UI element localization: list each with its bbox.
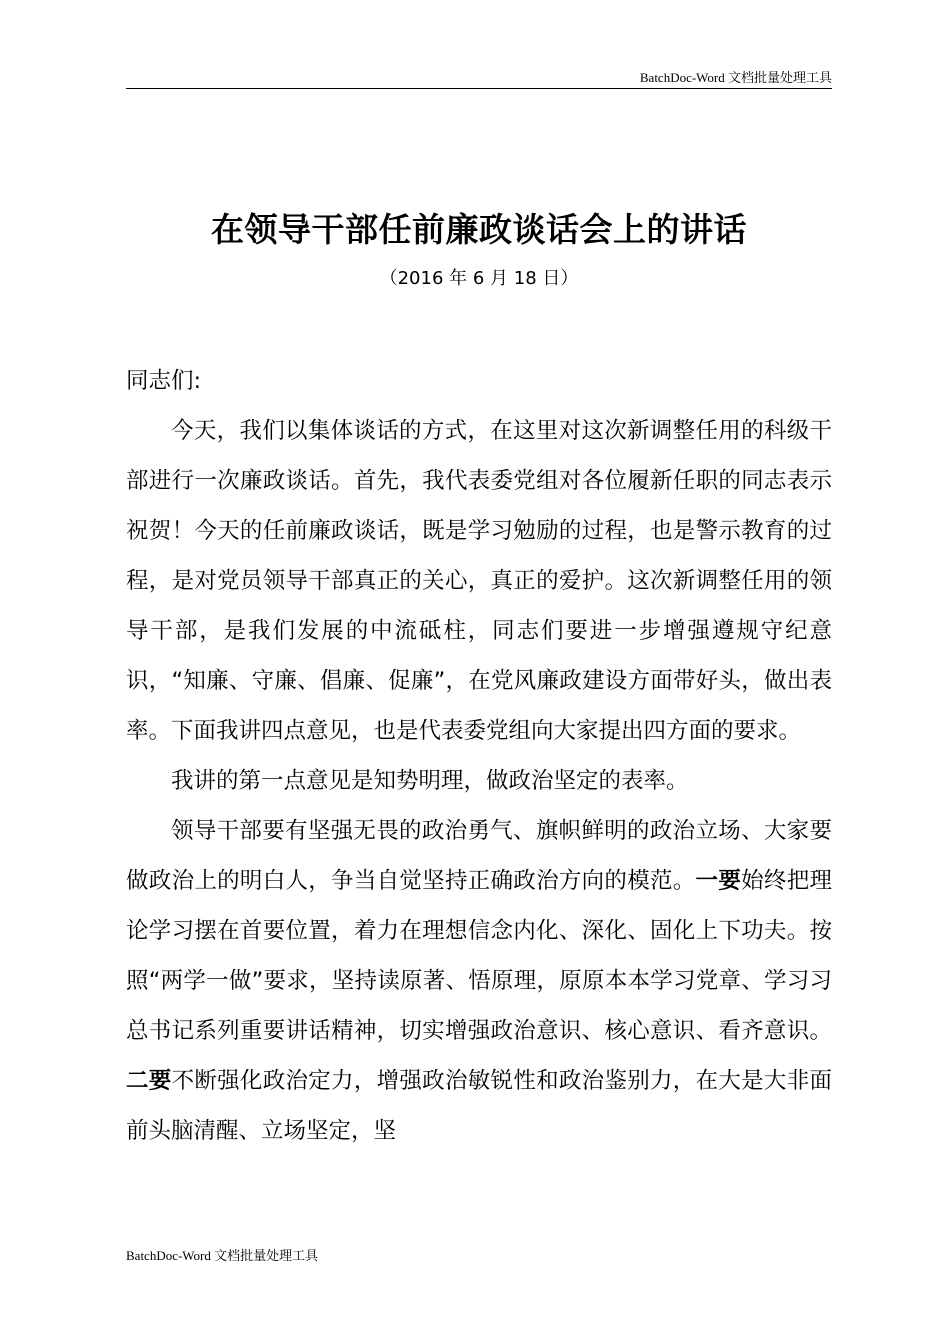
header-divider (126, 88, 832, 89)
paragraph-3 (126, 806, 832, 1156)
paragraph-3-intro: 领导干部要有坚强无畏的政治勇气、旗帜鲜明的政治立场、大家要做政治上的明白人，争当自觉坚持正确政治方向的模范。 (126, 818, 832, 894)
document-title: 在领导干部任前廉政谈话会上的讲话 (211, 210, 747, 249)
paragraph-2: 我讲的第一点意见是知势明理，做政治坚定的表率。 (171, 768, 689, 794)
point-one-lead: 一要 (695, 868, 742, 894)
point-two-text: 不断强化政治定力，增强政治敏锐性和政治鉴别力，在大是大非面前头脑清醒、立场坚定，坚 (126, 1068, 832, 1144)
document-date: （2016 年 6 月 18 日） (379, 268, 579, 289)
page-header: BatchDoc-Word 文档批量处理工具 (639, 70, 832, 85)
point-two-lead: 二要 (126, 1068, 172, 1094)
point-one-text: 始终把理论学习摆在首要位置，着力在理想信念内化、深化、固化上下功夫。按照“两学一做”要求，坚持读原著、悟原理，原原本本学习党章、学习习总书记系列重要讲话精神，切实增强政治意识、核心意识、看齐意识。 (126, 868, 832, 1044)
document-body (126, 356, 832, 1156)
paragraph-1: 今天，我们以集体谈话的方式，在这里对这次新调整任用的科级干部进行一次廉政谈话。首先，我代表委党组对各位履新任职的同志表示祝贺！今天的任前廉政谈话，既是学习勉励的过程，也是警示教育的过程，是对党员领导干部真正的关心，真正的爱护。这次新调整任用的领导干部，是我们发展的中流砥柱，同志们要进一步增强遵规守纪意识，“知廉、守廉、倡廉、促廉”，在党风廉政建设方面带好头，做出表率。下面我讲四点意见，也是代表委党组向大家提出四方面的要求。 (126, 418, 832, 744)
salutation: 同志们: (126, 368, 202, 394)
page-footer: BatchDoc-Word 文档批量处理工具 (126, 1248, 319, 1263)
